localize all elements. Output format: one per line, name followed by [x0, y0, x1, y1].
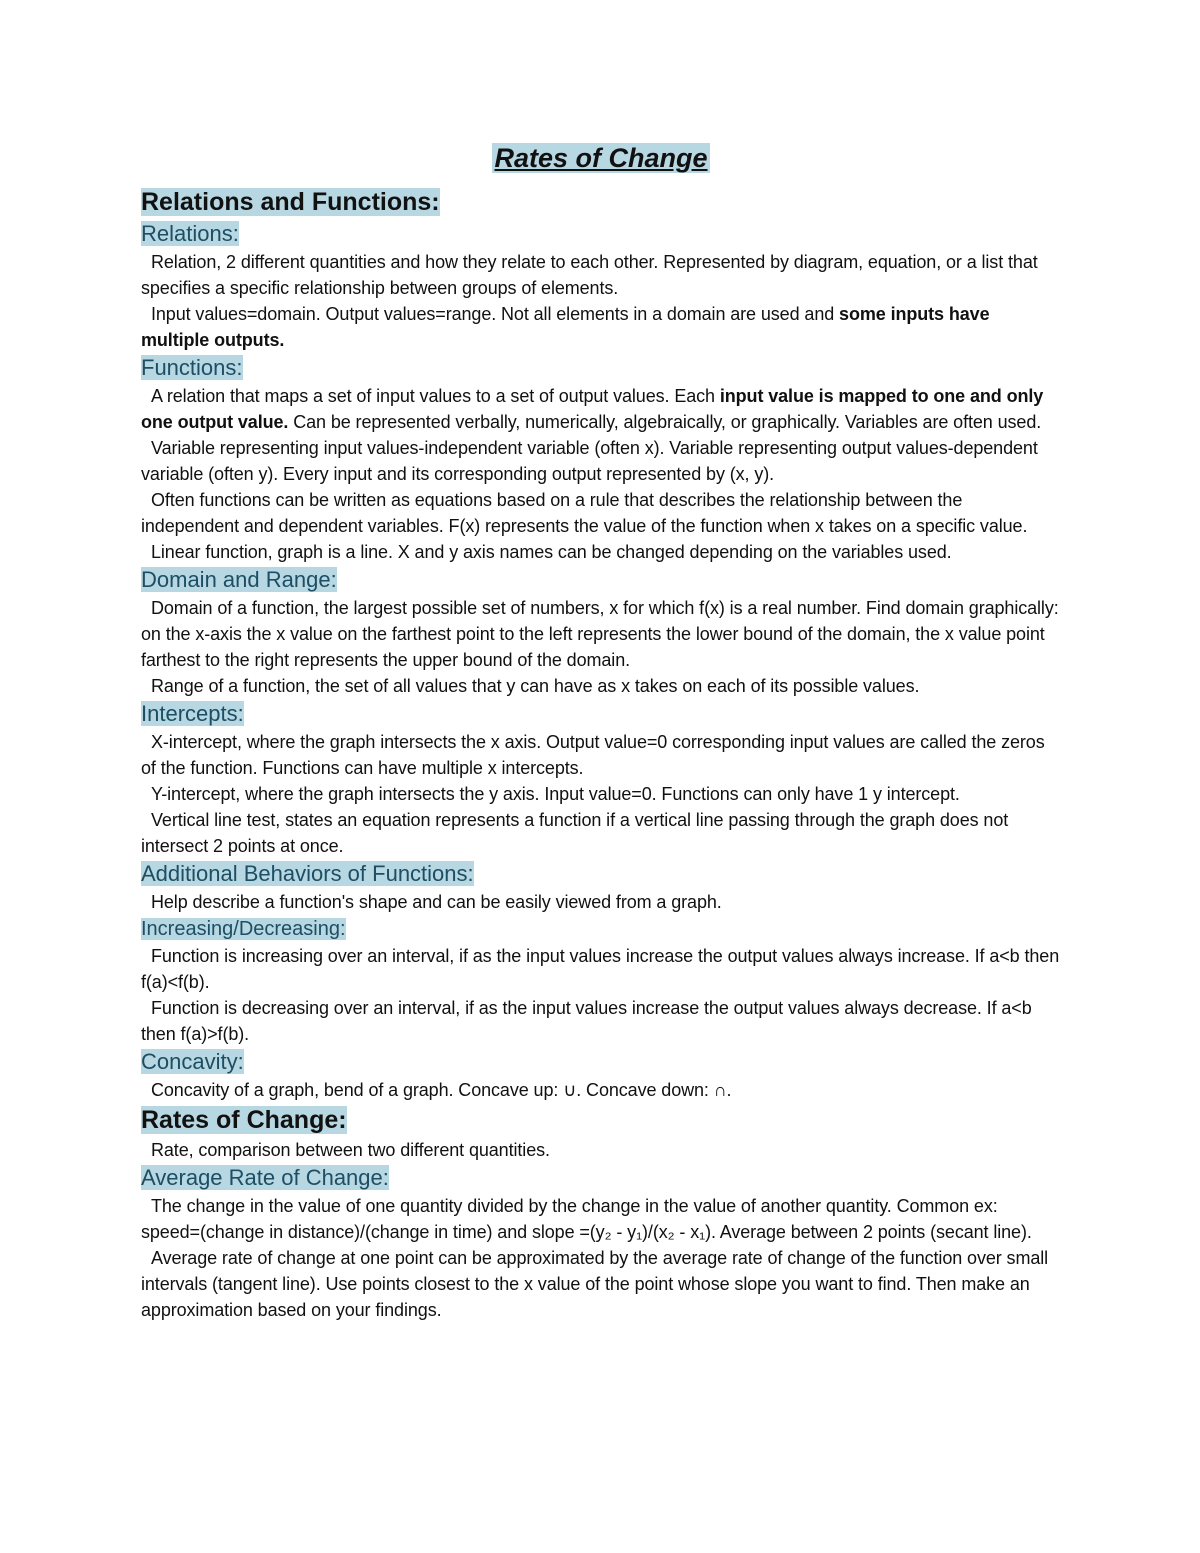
paragraph-average-rate-1: The change in the value of one quantity divided by the change in the value of another quantity. Common ex: speed=(change in distance)/(change in time) and slope =(y₂ - y₁)/(x₂ - x₁). Average between 2 points (secant line).	[141, 1196, 1032, 1242]
section-heading-rates-of-change: Rates of Change:	[141, 1106, 347, 1134]
paragraph-decreasing: Function is decreasing over an interval, if as the input values increase the output values always decrease. If a<b then f(a)>f(b).	[141, 998, 1032, 1044]
paragraph-functions-4: Linear function, graph is a line. X and y axis names can be changed depending on the variables used.	[151, 542, 952, 562]
section-heading-relations-functions: Relations and Functions:	[141, 188, 440, 216]
subheading-increasing-decreasing: Increasing/Decreasing:	[141, 918, 346, 940]
document-page	[141, 138, 1061, 1323]
paragraph-intercepts-1: X-intercept, where the graph intersects the x axis. Output value=0 corresponding input values are called the zeros of the function. Functions can have multiple x intercepts.	[141, 732, 1045, 778]
paragraph-domain-range-2: Range of a function, the set of all values that y can have as x takes on each of its possible values.	[151, 676, 920, 696]
paragraph-concavity: Concavity of a graph, bend of a graph. Concave up: ∪. Concave down: ∩.	[151, 1080, 732, 1100]
paragraph-intercepts-2: Y-intercept, where the graph intersects the y axis. Input value=0. Functions can only have 1 y intercept.	[151, 784, 960, 804]
paragraph-functions-2: Variable representing input values-independent variable (often x). Variable representing output values-dependent variable (often y). Every input and its corresponding output represented by (x, y).	[141, 438, 1038, 484]
document-title-text: Rates of Change	[494, 143, 708, 173]
subheading-intercepts: Intercepts:	[141, 701, 244, 726]
paragraph-relations-1: Relation, 2 different quantities and how they relate to each other. Represented by diagram, equation, or a list that specifies a specific relationship between groups of elements.	[141, 252, 1038, 298]
subheading-domain-range: Domain and Range:	[141, 567, 337, 592]
subheading-average-rate: Average Rate of Change:	[141, 1165, 389, 1190]
paragraph-rate: Rate, comparison between two different quantities.	[151, 1140, 550, 1160]
paragraph-increasing: Function is increasing over an interval, if as the input values increase the output values always increase. If a<b then f(a)<f(b).	[141, 946, 1060, 992]
subheading-functions: Functions:	[141, 355, 243, 380]
paragraph-additional-1: Help describe a function's shape and can be easily viewed from a graph.	[151, 892, 722, 912]
subheading-additional-behaviors: Additional Behaviors of Functions:	[141, 861, 474, 886]
paragraph-functions-3: Often functions can be written as equations based on a rule that describes the relationship between the independent and dependent variables. F(x) represents the value of the function when x takes on a specific value.	[141, 490, 1028, 536]
paragraph-relations-2: Input values=domain. Output values=range. Not all elements in a domain are used and some inputs have multiple outputs.	[141, 304, 990, 350]
paragraph-domain-range-1: Domain of a function, the largest possible set of numbers, x for which f(x) is a real number. Find domain graphically: on the x-axis the x value on the farthest point to the left represents the lower bound of the domain, the x value point farthest to the right represents the upper bound of the domain.	[141, 598, 1059, 670]
document-title	[141, 138, 1061, 183]
paragraph-average-rate-2: Average rate of change at one point can be approximated by the average rate of change of the function over small intervals (tangent line). Use points closest to the x value of the point whose slope you want to find. Then make an approximation based on your findings.	[141, 1248, 1049, 1320]
subheading-concavity: Concavity:	[141, 1049, 244, 1074]
paragraph-intercepts-3: Vertical line test, states an equation represents a function if a vertical line passing through the graph does not intersect 2 points at once.	[141, 810, 1009, 856]
subheading-relations: Relations:	[141, 221, 239, 246]
paragraph-functions-1: A relation that maps a set of input values to a set of output values. Each input value is mapped to one and only one output value. Can be represented verbally, numerically, algebraically, or graphically. Variables are often used.	[141, 386, 1044, 432]
